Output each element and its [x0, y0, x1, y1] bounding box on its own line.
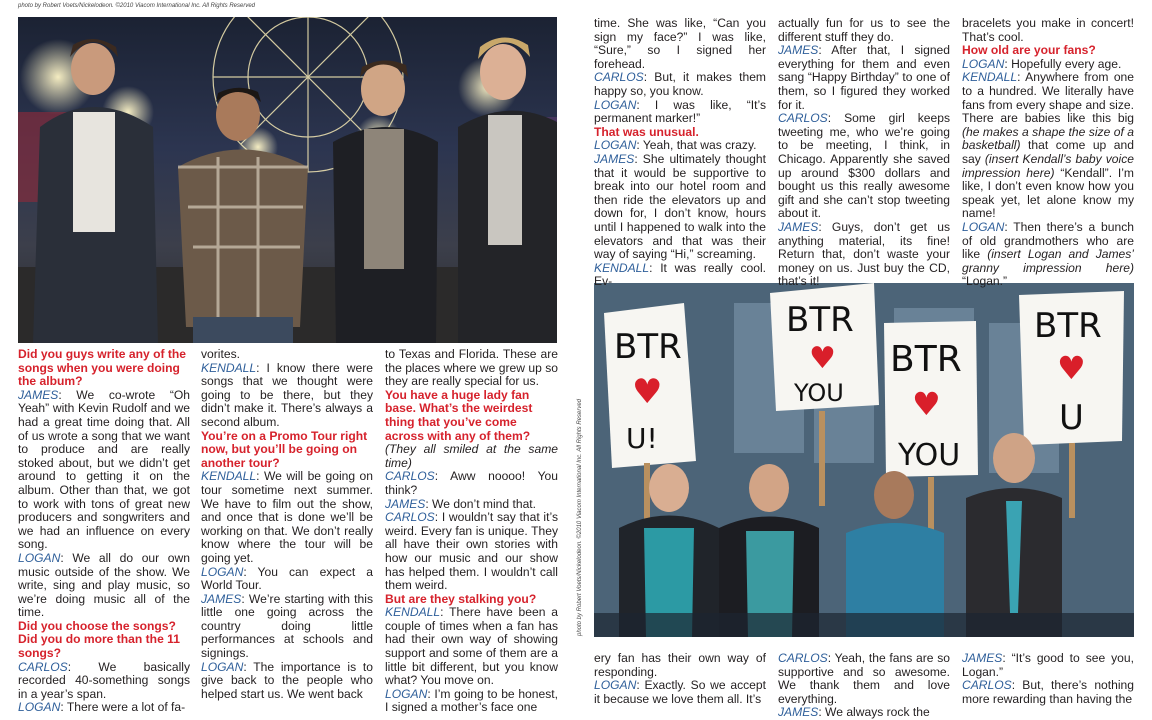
speaker-label: LOGAN: [962, 56, 1005, 71]
answer-text: : She ultimately thought that it would be supportive to break into our hotel room and then ride the elevators up and down for, I don’t know, hours until I happened to walk into the elevators and that was their way of saying “Hi,” screaming.: [594, 151, 766, 262]
continued-text: actually fun for us to see the different stuff they do.: [778, 16, 950, 44]
answer-paragraph: [962, 221, 1134, 289]
band-member-3: [333, 60, 438, 343]
fan-sign-2-heart: ♥: [809, 341, 836, 376]
answer-text: : But, it makes them happy so, you know.: [594, 70, 766, 98]
stage-direction-text: (insert Logan and James’ granny impression here): [962, 247, 1134, 275]
answer-paragraph: [962, 71, 1134, 221]
speaker-label: JAMES: [594, 151, 635, 166]
photo-credit-side: photo by Robert Voets/Nickelodeon. ©2010 Viacom International Inc. All Rights Reserved: [577, 399, 583, 636]
speaker-label: CARLOS: [594, 70, 644, 85]
fan-sign-1-u: U!: [626, 422, 658, 455]
fan-sign-4-text: BTR: [1034, 306, 1102, 346]
heading-unusual: That was unusual.: [594, 124, 699, 139]
answer-paragraph: [594, 153, 766, 262]
speaker-label: JAMES: [385, 496, 426, 511]
answer-paragraph: [385, 470, 558, 497]
speaker-label: JAMES: [201, 591, 242, 606]
answer-text: : There have been a couple of times when a fan has had their own way of showing support and some of them are a little bit different, but you know what? You move on.: [385, 605, 558, 688]
answer-text: : We will be going on tour sometime next summer. We have to film out the show, and once that is done we’ll be working on that. We don’t really know where the tour will be going yet.: [201, 469, 373, 565]
question-choose-songs: Did you choose the songs? Did you do more than the 11 songs?: [18, 618, 180, 661]
speaker-label: LOGAN: [18, 700, 61, 715]
band-member-2: [178, 88, 308, 343]
answer-paragraph: [385, 498, 558, 512]
answer-paragraph: [201, 593, 373, 661]
answer-paragraph: [594, 139, 766, 153]
continued-text: to Texas and Florida. These are the places where we grew up so they are really special for us.: [385, 347, 558, 389]
fan-sign-3-you: YOU: [898, 438, 961, 473]
speaker-label: JAMES: [778, 219, 819, 234]
speaker-label: CARLOS: [778, 651, 828, 665]
column-1: [18, 348, 190, 715]
speaker-label: LOGAN: [18, 550, 61, 565]
speaker-label: LOGAN: [962, 219, 1005, 234]
answer-paragraph: [962, 652, 1134, 679]
answer-text: : We don’t mind that.: [425, 496, 537, 511]
fan-sign-1-heart: ♥: [632, 372, 663, 412]
answer-text: : After that, I signed everything for them and even sang “Happy Birthday” to one of them, so I figured they worked for it.: [778, 43, 950, 112]
answer-paragraph: [778, 221, 950, 289]
answer-text: “Logan.”: [962, 274, 1008, 289]
speaker-label: CARLOS: [18, 659, 68, 674]
speaker-label: JAMES: [778, 705, 819, 720]
speaker-label: CARLOS: [385, 510, 435, 525]
answer-text: : The importance is to give back to the people who helped start us. We went back: [201, 659, 373, 701]
answer-paragraph: [201, 566, 373, 593]
answer-text: : We always rock the: [818, 705, 930, 720]
answer-paragraph: [594, 71, 766, 98]
answer-paragraph: [385, 606, 558, 688]
fan-sign-3-text: BTR: [890, 339, 962, 380]
answer-paragraph: [778, 44, 950, 112]
answer-text: : Exactly. So we accept it because we love them all. It’s: [594, 678, 766, 706]
answer-paragraph: [778, 706, 950, 720]
answer-text: that come up and say: [962, 138, 1134, 166]
photo-credit-top: photo by Robert Voets/Nickelodeon. ©2010 Viacom International Inc. All Rights Reserved: [18, 3, 255, 9]
answer-text: : Yeah, that was crazy.: [636, 138, 757, 153]
speaker-label: CARLOS: [385, 469, 435, 484]
stage-direction-text: (They all smiled at the same time): [385, 442, 558, 470]
answer-paragraph: [201, 661, 373, 702]
answer-text: : “It’s good to see you, Logan.”: [962, 651, 1134, 679]
speaker-label: KENDALL: [201, 360, 257, 375]
band-photo-carnival-art: [18, 17, 557, 343]
question-lady-fan-base: You have a huge lady fan base. What’s the weirdest thing that you’ve come across with any of them?: [385, 387, 533, 443]
answer-paragraph: [594, 99, 766, 126]
answer-paragraph: [962, 58, 1134, 72]
answer-paragraph: [594, 262, 766, 289]
answer-paragraph: [18, 701, 190, 715]
answer-text: : We’re starting with this little one going across the country doing little performances at schools and signings.: [201, 591, 373, 661]
speaker-label: CARLOS: [962, 678, 1012, 693]
answer-paragraph: [594, 679, 766, 706]
fan-sign-2-you: YOU: [794, 379, 844, 407]
fan-sign-2-text: BTR: [786, 300, 854, 340]
column-5: [778, 17, 950, 289]
speaker-label: LOGAN: [594, 678, 637, 693]
answer-paragraph: [778, 652, 950, 706]
speaker-label: LOGAN: [594, 97, 637, 112]
stage-direction-text: (insert Kendall’s baby voice impression here): [962, 151, 1134, 180]
column-7: [594, 652, 766, 706]
continued-text: time. She was like, “Can you sign my face?” I was like, “Sure,” so I signed her forehead.: [594, 16, 766, 71]
answer-paragraph: [962, 679, 1134, 706]
answer-text: : Guys, don’t get us anything material, its fine! Return that, don’t waste your money on us. Just buy the CD, that’s it!: [778, 219, 950, 289]
band-stage-photo: [594, 283, 1134, 637]
answer-text: : Anywhere from one to a hundred. We literally have fans from every shape and size. There are babies like this big: [962, 70, 1134, 126]
answer-paragraph: [18, 389, 190, 552]
answer-text: : I wouldn’t say that it’s weird. Every fan is unique. They all have their own stories with how our music and our show has helped them. I wouldn’t call them weird.: [385, 510, 558, 593]
speaker-label: KENDALL: [594, 260, 650, 275]
question-stalking: But are they stalking you?: [385, 591, 537, 606]
question-promo-tour: You’re on a Promo Tour right now, but you’ll be going on another tour?: [201, 428, 368, 470]
answer-text: : Yeah, the fans are so supportive and so awesome. We thank them and love everything.: [778, 651, 950, 706]
answer-text: : I know there were songs that we thought were going to be there, but they didn’t make it. There’s always a second album.: [201, 360, 373, 429]
speaker-label: JAMES: [778, 43, 819, 58]
speaker-label: LOGAN: [385, 686, 428, 701]
speaker-label: JAMES: [962, 651, 1003, 665]
band-photo-carnival: [18, 17, 557, 343]
column-6: [962, 17, 1134, 289]
speaker-label: KENDALL: [201, 469, 257, 484]
answer-text: : I’m going to be honest, I signed a mother’s face one: [385, 686, 558, 715]
question-write-songs: Did you guys write any of the songs when you were doing the album?: [18, 347, 186, 389]
continued-text: vorites.: [201, 347, 240, 361]
answer-paragraph: [385, 511, 558, 593]
answer-text: : We basically recorded 40-something songs in a year’s span.: [18, 659, 190, 701]
fan-sign-3-heart: ♥: [912, 385, 941, 423]
question-fan-age: How old are your fans?: [962, 43, 1096, 58]
answer-text: “Kendall”. I’m like, I don’t even know how you speak yet, let alone know my name!: [962, 165, 1134, 221]
answer-text: : Some girl keeps tweeting me, who we’re going to be meeting, I think, in Chicago. Apparently she saved up around $300 dollars and bought us this really awesome gift and she can’t stop tweeting about it.: [778, 111, 950, 221]
column-8: [778, 652, 950, 720]
answer-paragraph: [201, 470, 373, 565]
answer-paragraph: [201, 362, 373, 430]
column-2: [201, 348, 373, 701]
answer-paragraph: [385, 688, 558, 715]
answer-text: : Then there’s a bunch of old grandmothers who are like: [962, 219, 1134, 262]
fan-sign-4-u: U: [1059, 398, 1084, 438]
continued-text: ery fan has their own way of responding.: [594, 651, 766, 679]
answer-paragraph: [778, 112, 950, 221]
answer-paragraph: [18, 661, 190, 702]
answer-text: : We co-wrote “Oh Yeah” with Kevin Rudolf and we had a great time doing that. All of us wrote a song that we want to produce and are really stoked about, but we didn’t get around to getting it on the album. Other than that, we got to work with tons of great new producers and songwriters and we had an influence on every song.: [18, 387, 190, 552]
answer-text: : I was like, “It’s permanent marker!”: [594, 97, 766, 126]
speaker-label: LOGAN: [594, 138, 637, 153]
column-9: [962, 652, 1134, 706]
answer-text: : Aww noooo! You think?: [385, 469, 558, 497]
speaker-label: LOGAN: [201, 564, 244, 579]
answer-paragraph: [18, 552, 190, 620]
answer-text: : But, there’s nothing more rewarding than having the: [962, 678, 1134, 706]
speaker-label: KENDALL: [385, 605, 441, 620]
answer-text: : You can expect a World Tour.: [201, 564, 373, 593]
fan-sign-4-heart: ♥: [1057, 349, 1086, 387]
fan-sign-1-text: BTR: [614, 327, 682, 367]
column-4: [594, 17, 766, 289]
speaker-label: LOGAN: [201, 659, 244, 674]
column-3: [385, 348, 558, 715]
speaker-label: JAMES: [18, 387, 59, 402]
answer-text: : Hopefully every age.: [1004, 56, 1122, 71]
answer-text: : There were a lot of fa-: [60, 700, 186, 715]
band-stage-photo-art: [594, 283, 1134, 637]
stage-direction-text: (he makes a shape the size of a basketball): [962, 124, 1134, 153]
speaker-label: CARLOS: [778, 111, 828, 126]
speaker-label: KENDALL: [962, 70, 1018, 85]
answer-text: : It was really cool. Ev-: [594, 260, 766, 289]
answer-text: : We all do our own music outside of the show. We write, sing and play music, so we’re doing music all of the time.: [18, 550, 190, 620]
stage-direction: [385, 443, 558, 470]
continued-text: bracelets you make in concert! That’s cool.: [962, 16, 1134, 44]
